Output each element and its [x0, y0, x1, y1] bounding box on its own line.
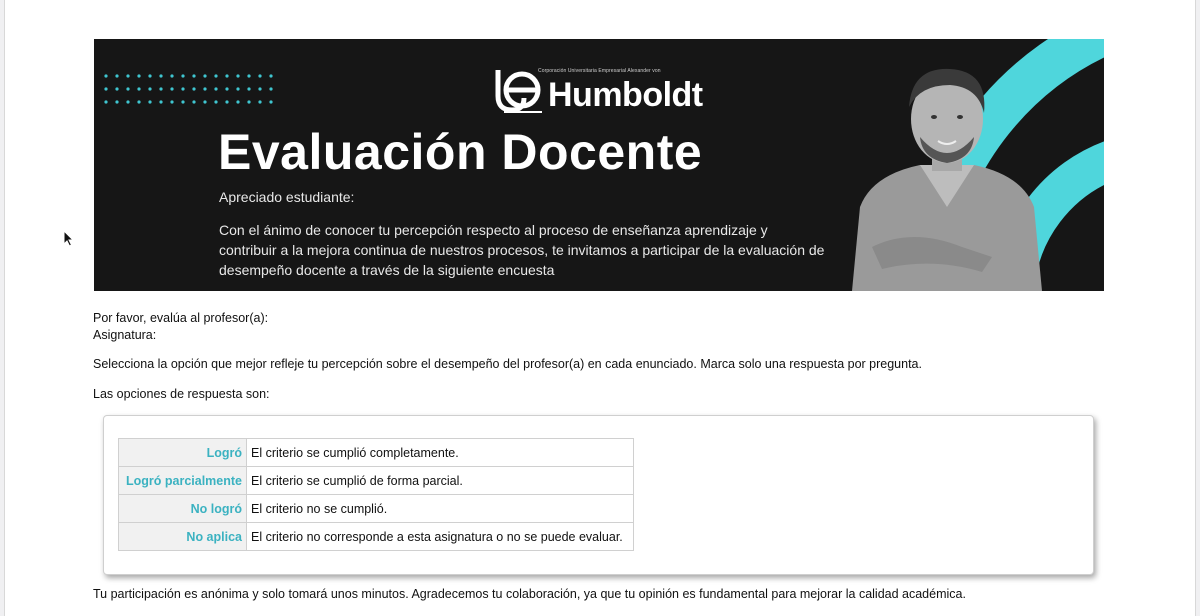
- options-intro-text: Las opciones de respuesta son:: [93, 387, 270, 401]
- table-row: [119, 439, 634, 467]
- option-term: Logró parcialmente: [119, 467, 247, 495]
- teacher-photo: [842, 57, 1052, 291]
- table-row: [119, 467, 634, 495]
- option-term: No aplica: [119, 523, 247, 551]
- option-definition: El criterio se cumplió completamente.: [247, 439, 634, 467]
- logo-wordmark: Humboldt: [548, 76, 703, 114]
- option-term: Logró: [119, 439, 247, 467]
- option-term: No logró: [119, 495, 247, 523]
- dot-pattern-decoration: [102, 72, 282, 108]
- response-options-table: [118, 438, 634, 551]
- table-row: [119, 523, 634, 551]
- table-row: [119, 495, 634, 523]
- option-definition: El criterio se cumplió de forma parcial.: [247, 467, 634, 495]
- banner-title: Evaluación Docente: [218, 124, 703, 180]
- response-options-card: [103, 415, 1094, 575]
- evaluate-teacher-label: Por favor, evalúa al profesor(a):: [93, 311, 269, 325]
- option-definition: El criterio no corresponde a esta asignatura o no se puede evaluar.: [247, 523, 634, 551]
- logo-institution-name: Corporación Universitaria Empresarial Alexander von: [538, 68, 661, 74]
- instructions-text: Selecciona la opción que mejor refleje tu percepción sobre el desempeño del profesor(a) en cada enunciado. Marca solo una respuesta por pregunta.: [93, 357, 922, 371]
- banner-greeting: Apreciado estudiante:: [219, 189, 355, 205]
- humboldt-logo: [494, 64, 706, 118]
- participation-note: Tu participación es anónima y solo tomará unos minutos. Agradecemos tu colaboración, ya que tu opinión es fundamental para mejorar la calidad académica.: [93, 587, 966, 601]
- evaluation-banner: [94, 39, 1104, 291]
- subject-label: Asignatura:: [93, 328, 157, 342]
- banner-body-text: Con el ánimo de conocer tu percepción respecto al proceso de enseñanza aprendizaje y contribuir a la mejora continua de nuestros procesos, te invitamos a participar de la evaluación de desempeño docente a través de la siguiente encuesta: [219, 222, 825, 278]
- option-definition: El criterio no se cumplió.: [247, 495, 634, 523]
- mouse-cursor-icon: [63, 230, 75, 248]
